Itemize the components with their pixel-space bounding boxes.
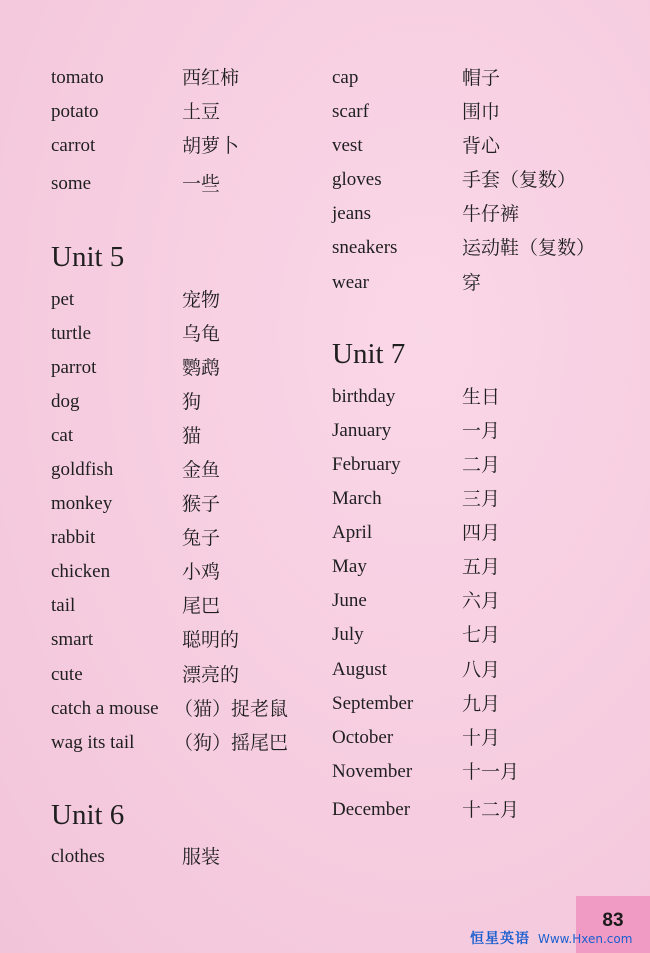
english-word: gloves	[332, 169, 382, 190]
chinese-meaning: 漂亮的	[182, 664, 240, 686]
unit-5-heading: Unit 5	[51, 241, 125, 273]
chinese-meaning: 狗	[182, 391, 202, 413]
chinese-meaning: 穿	[462, 272, 482, 294]
chinese-meaning: 二月	[462, 454, 501, 476]
english-word: September	[332, 693, 414, 714]
chinese-meaning: 一月	[462, 420, 501, 442]
english-word: scarf	[332, 101, 369, 122]
english-word: clothes	[51, 846, 105, 867]
chinese-meaning: 五月	[462, 556, 501, 578]
english-word: vest	[332, 135, 363, 156]
chinese-meaning: 七月	[462, 624, 501, 646]
chinese-meaning: 四月	[462, 522, 501, 544]
chinese-meaning: 乌龟	[182, 323, 221, 345]
chinese-meaning: 三月	[462, 488, 501, 510]
english-word: jeans	[332, 203, 372, 224]
english-word: June	[332, 590, 367, 611]
english-word: turtle	[51, 323, 92, 344]
english-word: parrot	[51, 357, 97, 378]
page-number: 83	[576, 896, 650, 953]
english-word: sneakers	[332, 237, 398, 258]
chinese-meaning: 胡萝卜	[182, 135, 240, 157]
chinese-meaning: 一些	[182, 173, 221, 195]
english-word: potato	[51, 101, 99, 122]
watermark-url: Www.Hxen.com	[538, 932, 633, 946]
watermark	[470, 929, 632, 949]
english-word: March	[332, 488, 382, 509]
chinese-meaning: 聪明的	[182, 629, 240, 651]
english-word: catch a mouse	[51, 698, 159, 719]
chinese-meaning: 生日	[462, 386, 501, 408]
english-word: wear	[332, 272, 369, 293]
chinese-meaning: 十月	[462, 727, 501, 749]
chinese-meaning: 围巾	[462, 101, 501, 123]
english-word: smart	[51, 629, 94, 650]
chinese-meaning: 八月	[462, 659, 501, 681]
english-word: January	[332, 420, 392, 441]
unit-6-heading: Unit 6	[51, 799, 125, 831]
watermark-brand: 恒星英语	[470, 931, 530, 947]
english-word: April	[332, 522, 373, 543]
chinese-meaning: 九月	[462, 693, 501, 715]
chinese-meaning: 尾巴	[182, 595, 221, 617]
chinese-meaning: 猫	[182, 425, 202, 447]
chinese-meaning: 猴子	[182, 493, 221, 515]
chinese-meaning: 小鸡	[182, 561, 221, 583]
english-word: wag its tail	[51, 732, 135, 753]
english-word: some	[51, 173, 92, 194]
chinese-meaning: 西红柿	[182, 67, 240, 89]
english-word: rabbit	[51, 527, 96, 548]
english-word: monkey	[51, 493, 113, 514]
english-word: cap	[332, 67, 359, 88]
chinese-meaning: 服装	[182, 846, 221, 868]
english-word: cat	[51, 425, 74, 446]
chinese-meaning: 背心	[462, 135, 501, 157]
english-word: dog	[51, 391, 80, 412]
chinese-meaning: 宠物	[182, 289, 221, 311]
english-word: tail	[51, 595, 76, 616]
english-word: November	[332, 761, 413, 782]
chinese-meaning: （猫）捉老鼠	[174, 698, 289, 720]
chinese-meaning: 金鱼	[182, 459, 221, 481]
unit-7-heading: Unit 7	[332, 338, 406, 370]
english-word: tomato	[51, 67, 104, 88]
english-word: chicken	[51, 561, 111, 582]
english-word: December	[332, 799, 411, 820]
english-word: July	[332, 624, 364, 645]
chinese-meaning: 牛仔裤	[462, 203, 520, 225]
chinese-meaning: 兔子	[182, 527, 221, 549]
english-word: cute	[51, 664, 83, 685]
english-word: May	[332, 556, 367, 577]
chinese-meaning: 六月	[462, 590, 501, 612]
english-word: February	[332, 454, 401, 475]
chinese-meaning: 手套（复数）	[462, 169, 577, 191]
english-word: August	[332, 659, 387, 680]
chinese-meaning: 运动鞋（复数）	[462, 237, 596, 259]
english-word: October	[332, 727, 394, 748]
chinese-meaning: 土豆	[182, 101, 221, 123]
english-word: birthday	[332, 386, 396, 407]
chinese-meaning: 帽子	[462, 67, 501, 89]
english-word: goldfish	[51, 459, 114, 480]
chinese-meaning: 十一月	[462, 761, 520, 783]
english-word: carrot	[51, 135, 96, 156]
chinese-meaning: 鹦鹉	[182, 357, 221, 379]
chinese-meaning: 十二月	[462, 799, 520, 821]
english-word: pet	[51, 289, 75, 310]
chinese-meaning: （狗）摇尾巴	[174, 732, 289, 754]
